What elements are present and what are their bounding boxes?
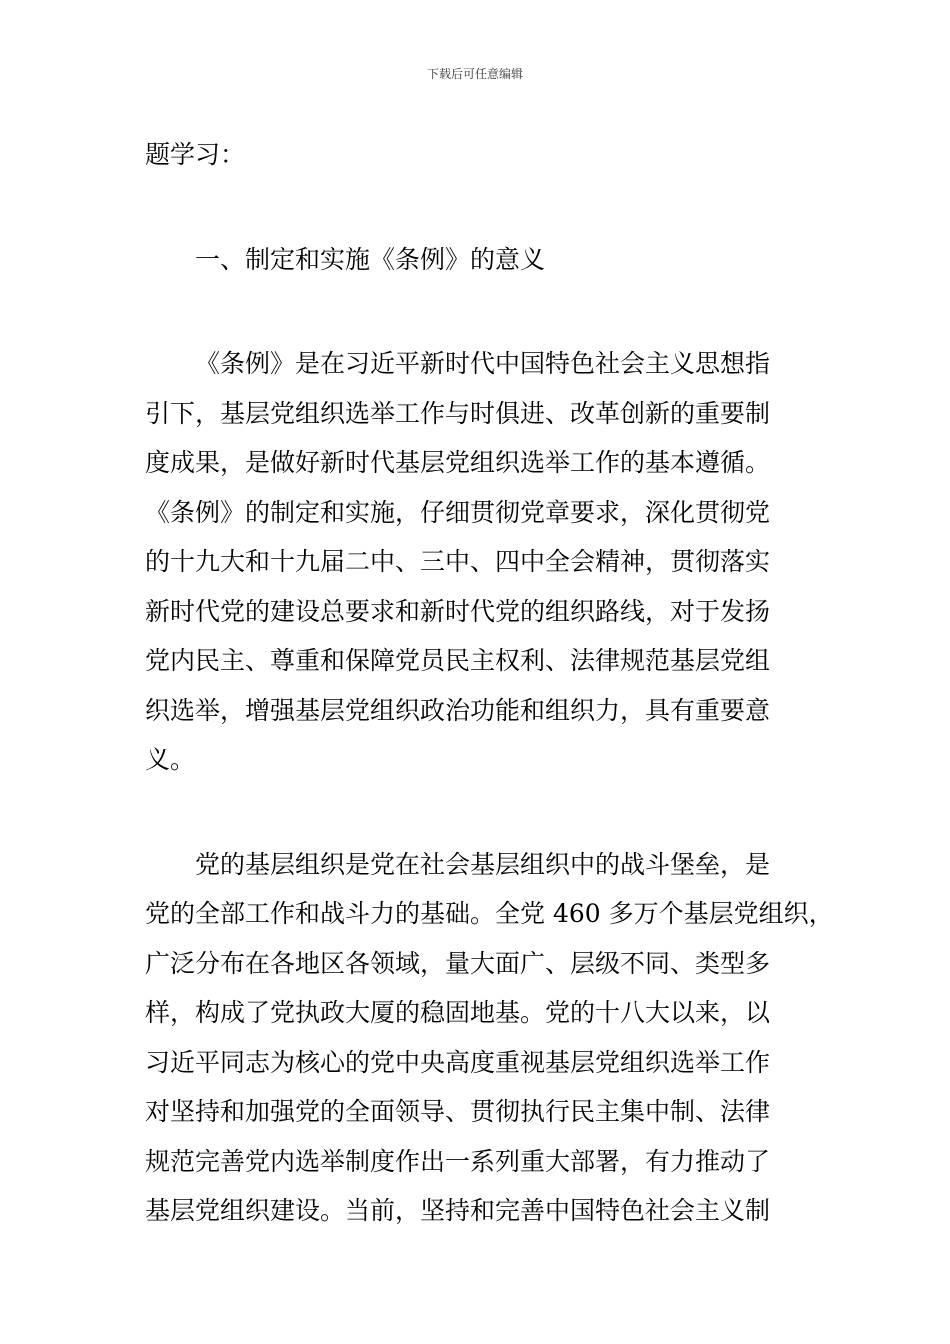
intro-line: 题学习： [145, 140, 246, 169]
paragraph-line: 新时代党的建设总要求和新时代党的组织路线，对于发扬 [145, 596, 771, 626]
paragraph-line: 度成果，是做好新时代基层党组织选举工作的基本遵循。 [145, 448, 771, 477]
paragraph-line: 党的基层组织是党在社会基层组织中的战斗堡垒，是 [195, 849, 771, 879]
paragraph-line: 对坚持和加强党的全面领导、贯彻执行民主集中制、法律 [145, 1097, 771, 1126]
paragraph-line: 织选举，增强基层党组织政治功能和组织力，具有重要意 [145, 695, 771, 725]
paragraph-line: 《条例》的制定和实施，仔细贯彻党章要求，深化贯彻党 [145, 497, 771, 527]
paragraph-line: 习近平同志为核心的党中央高度重视基层党组织选举工作 [145, 1047, 771, 1077]
paragraph-line: 基层党组织建设。当前，坚持和完善中国特色社会主义制 [145, 1196, 771, 1225]
section-heading: 一、制定和实施《条例》的意义 [195, 244, 546, 274]
paragraph-line: 义。 [145, 745, 196, 774]
paragraph-line: 广泛分布在各地区各领域，量大面广、层级不同、类型多 [145, 948, 771, 978]
page-header: 下载后可任意编辑 [426, 67, 523, 81]
paragraph-line: 引下，基层党组织选举工作与时俱进、改革创新的重要制 [145, 398, 771, 428]
paragraph-line: 规范完善党内选举制度作出一系列重大部署，有力推动了 [145, 1146, 771, 1176]
paragraph-line: 党的全部工作和战斗力的基础。全党 460 多万个基层党组织， [145, 899, 834, 928]
paragraph-line: 的十九大和十九届二中、三中、四中全会精神，贯彻落实 [145, 547, 771, 576]
paragraph-line: 样，构成了党执政大厦的稳固地基。党的十八大以来，以 [145, 998, 771, 1027]
paragraph-line: 《条例》是在习近平新时代中国特色社会主义思想指 [195, 349, 771, 378]
paragraph-2 [145, 840, 834, 1236]
paragraph-line: 党内民主、尊重和保障党员民主权利、法律规范基层党组 [145, 646, 771, 675]
paragraph-1 [145, 339, 825, 785]
document-body [145, 130, 834, 1236]
